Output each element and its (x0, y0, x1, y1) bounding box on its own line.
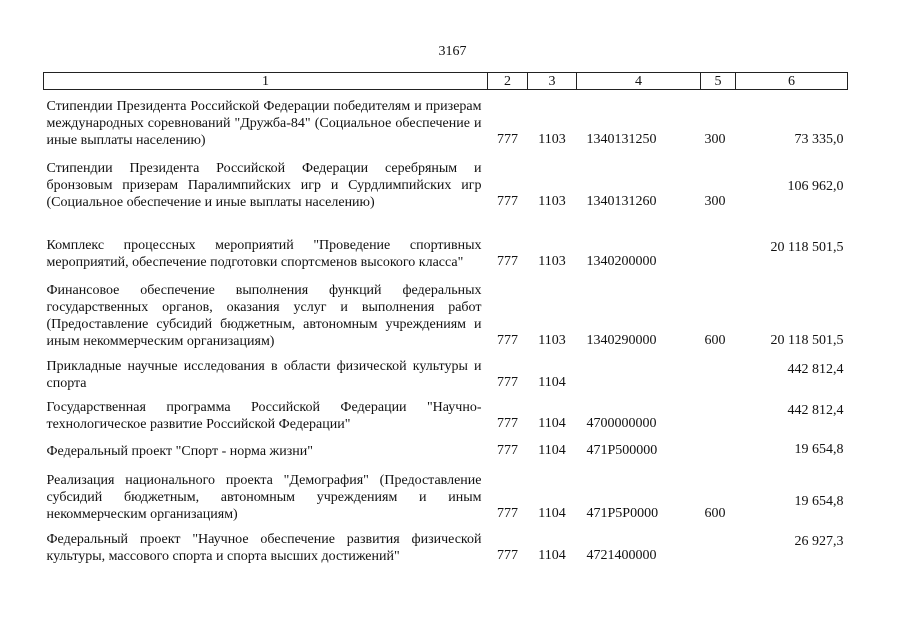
row-gr: 777 (497, 547, 518, 563)
row-gr: 777 (497, 332, 518, 348)
row-amount: 26 927,3 (794, 533, 844, 549)
table-row (44, 213, 848, 273)
column-number-row (44, 73, 848, 90)
row-amount: 106 962,0 (787, 178, 844, 194)
row-rz: 1104 (538, 374, 566, 390)
row-amount: 442 812,4 (787, 361, 844, 377)
row-gr: 777 (497, 415, 518, 431)
row-gr: 777 (497, 131, 518, 147)
row-vr: 300 (704, 131, 726, 147)
table-row (44, 273, 848, 352)
table-row (44, 394, 848, 435)
row-amount: 20 118 501,5 (770, 332, 844, 348)
row-rz: 1103 (538, 253, 566, 269)
row-cs: 1340131260 (586, 193, 657, 209)
row-name: Федеральный проект "Научное обеспечение развития физической культуры, массового спорта и спорта высших достижений" (46, 531, 482, 564)
row-rz: 1103 (538, 131, 566, 147)
row-name: Прикладные научные исследования в области физической культуры и спорта (46, 358, 482, 391)
row-rz: 1104 (538, 442, 566, 458)
table-row (44, 90, 848, 151)
row-rz: 1104 (538, 415, 566, 431)
row-amount: 20 118 501,5 (770, 239, 844, 255)
row-rz: 1103 (538, 332, 566, 348)
row-amount: 19 654,8 (794, 493, 844, 509)
row-amount: 19 654,8 (794, 441, 844, 457)
row-gr: 777 (497, 374, 518, 390)
row-name: Комплекс процессных мероприятий "Проведение спортивных мероприятий, обеспечение подготовки спортсменов высокого класса" (46, 237, 482, 270)
row-vr (701, 213, 736, 273)
row-name: Финансовое обеспечение выполнения функций федеральных государственных органов, оказания услуг и выполнения работ (Предоставление субсидий бюджетным, автономным учреждениям и иным некоммерческим организациям) (46, 282, 482, 349)
row-rz: 1103 (538, 193, 566, 209)
row-gr: 777 (497, 505, 518, 521)
page-number: 3167 (438, 44, 467, 59)
row-name: Стипендии Президента Российской Федерации серебряным и бронзовым призерам Паралимпийских игр и Сурдлимпийских игр (Социальное обеспечение и иные выплаты населению) (46, 160, 482, 210)
row-vr: 600 (704, 332, 726, 348)
row-cs: 1340131250 (586, 131, 657, 147)
row-gr: 777 (497, 193, 518, 209)
table-row (44, 352, 848, 394)
table-row (44, 151, 848, 213)
row-vr (701, 525, 736, 567)
table-header (44, 73, 848, 90)
row-name: Федеральный проект "Спорт - норма жизни" (46, 443, 313, 459)
column-header-rz: 3 (528, 73, 577, 90)
row-cs: 1340200000 (586, 253, 657, 269)
row-amount: 442 812,4 (787, 402, 844, 418)
row-cs: 471P500000 (586, 442, 658, 458)
column-header-name: 1 (44, 73, 488, 90)
row-gr: 777 (497, 253, 518, 269)
row-name: Реализация национального проекта "Демография" (Предоставление субсидий бюджетным, автономным учреждениям и иным некоммерческим организациям) (46, 472, 482, 522)
column-header-cs: 4 (577, 73, 701, 90)
row-vr (701, 435, 736, 462)
table-row (44, 435, 848, 462)
row-cs (577, 352, 701, 394)
row-cs: 4700000000 (586, 415, 657, 431)
table-body (44, 90, 848, 567)
row-cs: 471P5P0000 (586, 505, 659, 521)
row-name: Государственная программа Российской Федерации "Научно-технологическое развитие Российской Федерации" (46, 399, 482, 432)
row-rz: 1104 (538, 505, 566, 521)
row-cs: 4721400000 (586, 547, 657, 563)
column-header-amount: 6 (736, 73, 848, 90)
column-header-vr: 5 (701, 73, 736, 90)
row-gr: 777 (497, 442, 518, 458)
table-row (44, 525, 848, 567)
row-vr: 600 (704, 505, 726, 521)
row-rz: 1104 (538, 547, 566, 563)
row-vr: 300 (704, 193, 726, 209)
row-name: Стипендии Президента Российской Федерации победителям и призерам международных соревнований "Дружба-84" (Социальное обеспечение и иные выплаты населению) (46, 98, 482, 148)
column-header-gr: 2 (488, 73, 528, 90)
row-cs: 1340290000 (586, 332, 657, 348)
budget-table (43, 72, 848, 567)
row-vr (701, 352, 736, 394)
table-row (44, 462, 848, 525)
row-amount: 73 335,0 (794, 131, 844, 147)
row-vr (701, 394, 736, 435)
